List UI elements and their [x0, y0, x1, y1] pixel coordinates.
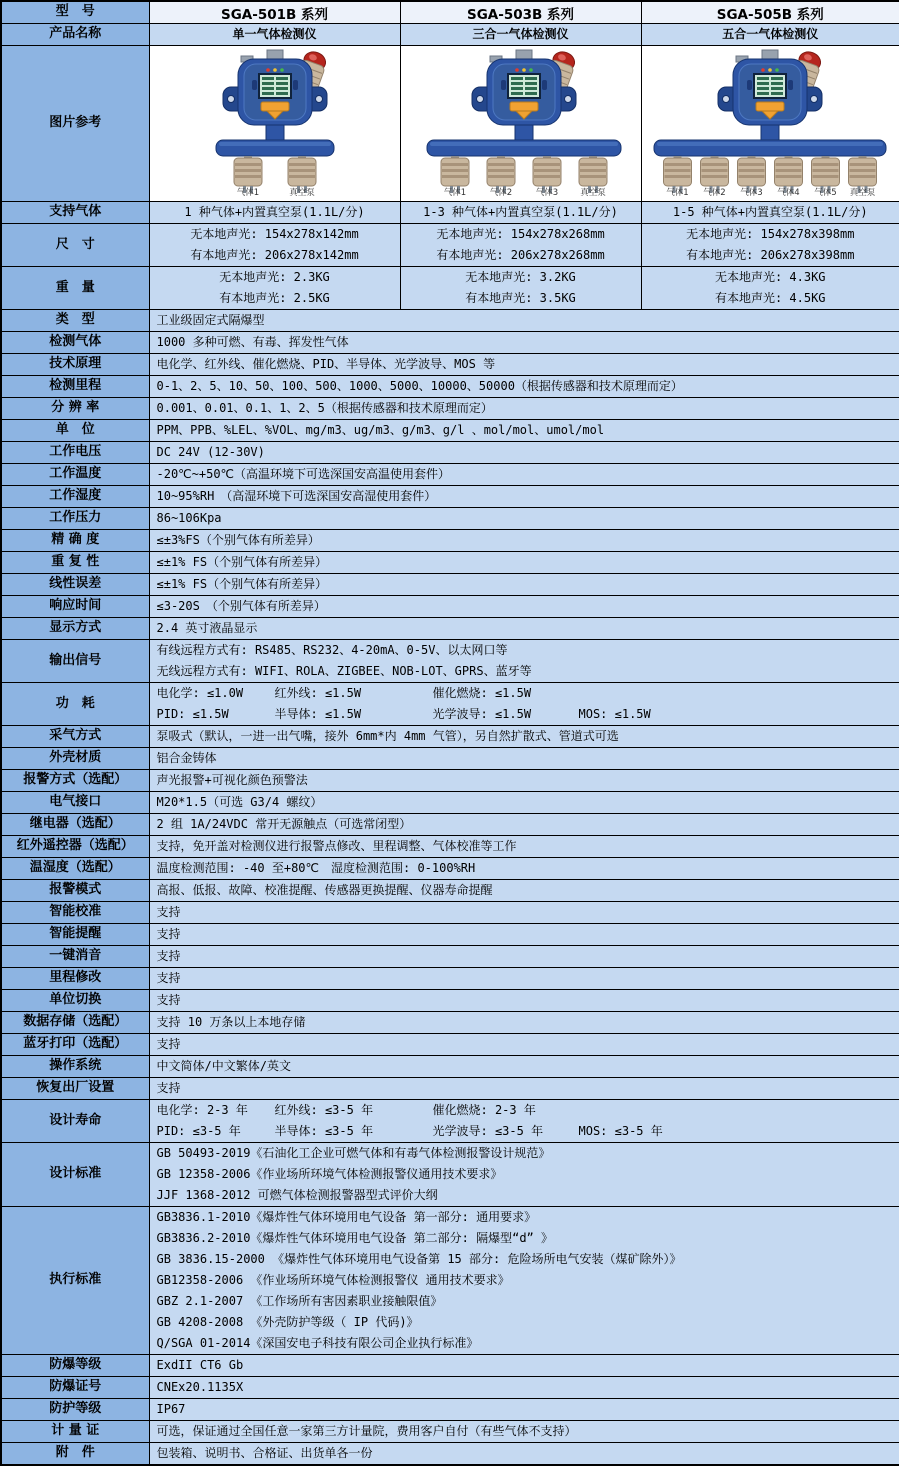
spec-segment: 光学波导: ≤3-5 年	[433, 1121, 579, 1142]
value-cell	[149, 486, 899, 508]
value-cell	[149, 770, 899, 792]
spec-row	[1, 332, 899, 354]
row-label: 继电器（选配）	[1, 814, 149, 836]
spec-row	[1, 442, 899, 464]
spec-row	[1, 640, 899, 683]
product-image-cell	[400, 46, 641, 202]
cell-text: ≤±1% FS（个别气体有所差异）	[150, 574, 899, 595]
cell-text: 支持	[150, 990, 899, 1011]
row-label: 里程修改	[1, 968, 149, 990]
spec-row	[1, 858, 899, 880]
row-label: 单 位	[1, 420, 149, 442]
cell-text: 电化学、红外线、催化燃烧、PID、半导体、光学波导、MOS 等	[150, 354, 899, 375]
row-label: 技术原理	[1, 354, 149, 376]
spec-row	[1, 464, 899, 486]
cell-text: ≤±3%FS（个别气体有所差异）	[150, 530, 899, 551]
cell-text: 五合一气体检测仪	[642, 24, 899, 45]
value-cell	[149, 574, 899, 596]
row-label: 功 耗	[1, 683, 149, 726]
row-label: 采气方式	[1, 726, 149, 748]
cell-text: 无本地声光: 2.3KG	[150, 267, 400, 288]
row-label: 尺 寸	[1, 224, 149, 267]
row-label: 防护等级	[1, 1399, 149, 1421]
value-cell	[149, 1421, 899, 1443]
value-cell	[149, 420, 899, 442]
row-label: 工作电压	[1, 442, 149, 464]
cell-text: 有本地声光: 206x278x268mm	[401, 245, 641, 266]
spec-row	[1, 880, 899, 902]
value-cell	[149, 1207, 899, 1355]
spec-row	[1, 552, 899, 574]
cell-text: 中文简体/中文繁体/英文	[150, 1056, 899, 1077]
sensor-cylinder	[738, 156, 766, 197]
cell-text: 无线远程方式有: WIFI、ROLA、ZIGBEE、NOB-LOT、GPRS、蓝牙等	[150, 661, 899, 682]
model-name-cell: SGA-503B 系列	[400, 1, 641, 24]
cell-text: 支持	[150, 1034, 899, 1055]
sensor-cylinder	[579, 156, 607, 197]
cell-text: 1-5 种气体+内置真空泵(1.1L/分)	[642, 202, 899, 223]
value-cell	[149, 310, 899, 332]
spec-row	[1, 618, 899, 640]
cell-text	[150, 704, 899, 725]
value-cell	[149, 202, 400, 224]
cell-text: 三合一气体检测仪	[401, 24, 641, 45]
row-label: 红外遥控器（选配）	[1, 836, 149, 858]
row-label: 工作压力	[1, 508, 149, 530]
product-image-cell	[641, 46, 899, 202]
value-cell	[641, 267, 899, 310]
row-label: 附 件	[1, 1443, 149, 1466]
spec-segment: 红外线: ≤3-5 年	[275, 1100, 433, 1121]
value-cell	[149, 1012, 899, 1034]
row-label: 显示方式	[1, 618, 149, 640]
gas-detector-illustration	[647, 47, 893, 197]
value-cell	[149, 946, 899, 968]
cell-text: 高报、低报、故障、校准提醒、传感器更换提醒、仪器寿命提醒	[150, 880, 899, 901]
row-label: 智能校准	[1, 902, 149, 924]
cell-text: JJF 1368-2012 可燃气体检测报警器型式评价大纲	[150, 1185, 899, 1206]
cell-text: 1000 多种可燃、有毒、挥发性气体	[150, 332, 899, 353]
cell-text: GB 3836.15-2000 《爆炸性气体环境用电气设备第 15 部分: 危险场所电气安装（煤矿除外）》	[150, 1249, 899, 1270]
row-label: 报警方式（选配）	[1, 770, 149, 792]
row-label: 产品名称	[1, 24, 149, 46]
value-cell	[149, 1377, 899, 1399]
cell-text: 有本地声光: 3.5KG	[401, 288, 641, 309]
row-label: 恢复出厂设置	[1, 1078, 149, 1100]
cell-text: IP67	[150, 1399, 899, 1420]
value-cell	[149, 530, 899, 552]
value-cell	[149, 836, 899, 858]
cell-text: 包装箱、说明书、合格证、出货单各一份	[150, 1443, 899, 1464]
spec-segment: PID: ≤1.5W	[157, 704, 275, 725]
spec-row	[1, 770, 899, 792]
sensor-cylinder	[533, 156, 561, 197]
value-cell	[149, 398, 899, 420]
row-label: 响应时间	[1, 596, 149, 618]
value-cell	[149, 1034, 899, 1056]
sensor-cylinder	[812, 156, 840, 197]
value-cell	[149, 618, 899, 640]
spec-row	[1, 202, 899, 224]
value-cell	[149, 464, 899, 486]
spec-row	[1, 46, 899, 202]
spec-row	[1, 836, 899, 858]
model-name-cell: SGA-505B 系列	[641, 1, 899, 24]
value-cell	[149, 442, 899, 464]
cell-text: 支持	[150, 924, 899, 945]
row-label: 防爆等级	[1, 1355, 149, 1377]
row-label: 输出信号	[1, 640, 149, 683]
cell-text: PPM、PPB、%LEL、%VOL、mg/m3、ug/m3、g/m3、g/l 、mol/mol、umol/mol	[150, 420, 899, 441]
row-label: 设计寿命	[1, 1100, 149, 1143]
value-cell	[149, 902, 899, 924]
sensor-label: 气体5	[815, 187, 837, 197]
value-cell	[641, 24, 899, 46]
value-cell	[149, 792, 899, 814]
cell-text	[150, 1121, 899, 1142]
value-cell	[149, 376, 899, 398]
value-cell	[149, 354, 899, 376]
spec-segment: 电化学: 2-3 年	[157, 1100, 275, 1121]
cell-text: 1-3 种气体+内置真空泵(1.1L/分)	[401, 202, 641, 223]
sensor-cylinder	[288, 156, 316, 197]
value-cell	[149, 24, 400, 46]
spec-segment: 催化燃烧: 2-3 年	[433, 1100, 579, 1121]
row-label: 蓝牙打印（选配）	[1, 1034, 149, 1056]
spec-segment: 半导体: ≤3-5 年	[275, 1121, 433, 1142]
spec-row	[1, 1377, 899, 1399]
sensor-cylinder	[701, 156, 729, 197]
sensor-label: 气体1	[443, 187, 465, 197]
value-cell	[149, 1100, 899, 1143]
cell-text: 2.4 英寸液晶显示	[150, 618, 899, 639]
value-cell	[149, 267, 400, 310]
cell-text: ExdII CT6 Gb	[150, 1355, 899, 1376]
row-label: 电气接口	[1, 792, 149, 814]
sensor-cylinder	[849, 156, 877, 197]
value-cell	[149, 968, 899, 990]
cell-text	[150, 1100, 899, 1121]
spec-row	[1, 1012, 899, 1034]
spec-row	[1, 354, 899, 376]
spec-row	[1, 24, 899, 46]
sensor-cylinder	[775, 156, 803, 197]
sensor-label: 气体1	[236, 187, 258, 197]
row-label: 检测气体	[1, 332, 149, 354]
spec-segment: MOS: ≤1.5W	[579, 704, 651, 725]
cell-text: CNEx20.1135X	[150, 1377, 899, 1398]
spec-row	[1, 968, 899, 990]
spec-row	[1, 1100, 899, 1143]
cell-text: 有本地声光: 2.5KG	[150, 288, 400, 309]
spec-segment: 电化学: ≤1.0W	[157, 683, 275, 704]
cell-text: 有本地声光: 206x278x398mm	[642, 245, 899, 266]
spec-row	[1, 310, 899, 332]
row-label: 操作系统	[1, 1056, 149, 1078]
spec-row	[1, 1078, 899, 1100]
spec-row	[1, 748, 899, 770]
row-label: 单位切换	[1, 990, 149, 1012]
spec-row	[1, 1, 899, 24]
value-cell	[400, 24, 641, 46]
spec-row	[1, 1355, 899, 1377]
cell-text: 无本地声光: 4.3KG	[642, 267, 899, 288]
sensor-label: 气体3	[535, 187, 557, 197]
cell-text: 铝合金铸体	[150, 748, 899, 769]
cell-text: GBZ 2.1-2007 《工作场所有害因素职业接触限值》	[150, 1291, 899, 1312]
cell-text: 0.001、0.01、0.1、1、2、5（根据传感器和技术原理而定）	[150, 398, 899, 419]
value-cell	[149, 640, 899, 683]
sensor-label: 真空泵	[289, 187, 315, 197]
row-label: 计 量 证	[1, 1421, 149, 1443]
cell-text: 86~106Kpa	[150, 508, 899, 529]
spec-row	[1, 508, 899, 530]
sensor-label: 气体3	[741, 187, 763, 197]
value-cell	[149, 990, 899, 1012]
keypad	[756, 102, 784, 111]
cell-text: 支持	[150, 968, 899, 989]
cell-text: GB3836.1-2010《爆炸性气体环境用电气设备 第一部分: 通用要求》	[150, 1207, 899, 1228]
cell-text: ≤3-20S （个别气体有所差异）	[150, 596, 899, 617]
value-cell	[149, 726, 899, 748]
spec-segment: 半导体: ≤1.5W	[275, 704, 433, 725]
spec-row	[1, 376, 899, 398]
cell-text: 1 种气体+内置真空泵(1.1L/分)	[150, 202, 400, 223]
value-cell	[149, 858, 899, 880]
value-cell	[149, 880, 899, 902]
sensor-label: 气体2	[489, 187, 511, 197]
cell-text: 工业级固定式隔爆型	[150, 310, 899, 331]
row-label: 智能提醒	[1, 924, 149, 946]
row-label: 温湿度（选配）	[1, 858, 149, 880]
value-cell	[149, 748, 899, 770]
cell-text: DC 24V (12-30V)	[150, 442, 899, 463]
sensor-label: 气体2	[704, 187, 726, 197]
keypad	[510, 102, 538, 111]
cell-text: 10~95%RH （高湿环境下可选深国安高湿使用套件）	[150, 486, 899, 507]
row-label: 重 量	[1, 267, 149, 310]
spec-row	[1, 683, 899, 726]
spec-row	[1, 990, 899, 1012]
value-cell	[149, 1056, 899, 1078]
cell-text: 声光报警+可视化颜色预警法	[150, 770, 899, 791]
sensor-cylinder	[234, 156, 262, 197]
value-cell	[149, 683, 899, 726]
gas-detector-illustration	[401, 47, 642, 197]
spec-row	[1, 902, 899, 924]
cell-text: 2 组 1A/24VDC 常开无源触点（可选常闭型）	[150, 814, 899, 835]
value-cell	[149, 814, 899, 836]
spec-segment: 红外线: ≤1.5W	[275, 683, 433, 704]
value-cell	[149, 596, 899, 618]
cell-text: 有本地声光: 4.5KG	[642, 288, 899, 309]
spec-row	[1, 1056, 899, 1078]
cell-text: 温度检测范围: -40 至+80℃ 湿度检测范围: 0-100%RH	[150, 858, 899, 879]
value-cell	[149, 224, 400, 267]
value-cell	[149, 1355, 899, 1377]
row-label: 重 复 性	[1, 552, 149, 574]
sensor-cylinder	[441, 156, 469, 197]
row-label: 工作湿度	[1, 486, 149, 508]
cell-text: M20*1.5（可选 G3/4 螺纹）	[150, 792, 899, 813]
value-cell	[149, 924, 899, 946]
cell-text: 可选，保证通过全国任意一家第三方计量院，费用客户自付（有些气体不支持）	[150, 1421, 899, 1442]
spec-row	[1, 726, 899, 748]
spec-row	[1, 924, 899, 946]
spec-segment: PID: ≤3-5 年	[157, 1121, 275, 1142]
row-label: 外壳材质	[1, 748, 149, 770]
cell-text: 有线远程方式有: RS485、RS232、4-20mA、0-5V、以太网口等	[150, 640, 899, 661]
cell-text: Q/SGA 01-2014《深国安电子科技有限公司企业执行标准》	[150, 1333, 899, 1354]
cell-text: GB3836.2-2010《爆炸性气体环境用电气设备 第二部分: 隔爆型“d” 》	[150, 1228, 899, 1249]
row-label: 工作温度	[1, 464, 149, 486]
cell-text	[150, 683, 899, 704]
value-cell	[400, 202, 641, 224]
spec-row	[1, 224, 899, 267]
spec-row	[1, 596, 899, 618]
sensor-label: 真空泵	[850, 187, 876, 197]
spec-row	[1, 1034, 899, 1056]
cell-text: 支持，免开盖对检测仪进行报警点修改、里程调整、气体校准等工作	[150, 836, 899, 857]
row-label: 线性误差	[1, 574, 149, 596]
cell-text: 支持	[150, 1078, 899, 1099]
spec-row	[1, 486, 899, 508]
cell-text: 有本地声光: 206x278x142mm	[150, 245, 400, 266]
cell-text: 0-1、2、5、10、50、100、500、1000、5000、10000、50000（根据传感器和技术原理而定）	[150, 376, 899, 397]
value-cell	[149, 1143, 899, 1207]
row-label: 分 辨 率	[1, 398, 149, 420]
cell-text: -20℃~+50℃（高温环境下可选深国安高温使用套件）	[150, 464, 899, 485]
spec-row	[1, 792, 899, 814]
row-label: 一键消音	[1, 946, 149, 968]
row-label: 数据存储（选配）	[1, 1012, 149, 1034]
cell-text: 无本地声光: 3.2KG	[401, 267, 641, 288]
row-label: 图片参考	[1, 46, 149, 202]
row-label: 检测里程	[1, 376, 149, 398]
value-cell	[400, 267, 641, 310]
value-cell	[149, 1078, 899, 1100]
spec-row	[1, 1421, 899, 1443]
cell-text: 无本地声光: 154x278x268mm	[401, 224, 641, 245]
cell-text: GB 4208-2008 《外壳防护等级（ IP 代码)》	[150, 1312, 899, 1333]
row-label: 报警模式	[1, 880, 149, 902]
cell-text: 无本地声光: 154x278x398mm	[642, 224, 899, 245]
row-label: 类 型	[1, 310, 149, 332]
value-cell	[149, 1399, 899, 1421]
row-label: 型 号	[1, 1, 149, 24]
cell-text: ≤±1% FS（个别气体有所差异）	[150, 552, 899, 573]
row-label: 设计标准	[1, 1143, 149, 1207]
product-image-cell	[149, 46, 400, 202]
row-label: 执行标准	[1, 1207, 149, 1355]
sensor-cylinder	[487, 156, 515, 197]
value-cell	[641, 202, 899, 224]
keypad	[261, 102, 289, 111]
cell-text: 支持	[150, 946, 899, 967]
spec-row	[1, 267, 899, 310]
spec-row	[1, 1143, 899, 1207]
cell-text: GB 50493-2019《石油化工企业可燃气体和有毒气体检测报警设计规范》	[150, 1143, 899, 1164]
spec-row	[1, 946, 899, 968]
value-cell	[149, 332, 899, 354]
row-label: 精 确 度	[1, 530, 149, 552]
cell-text: 支持	[150, 902, 899, 923]
spec-row	[1, 1399, 899, 1421]
spec-row	[1, 530, 899, 552]
spec-segment: 催化燃烧: ≤1.5W	[433, 683, 579, 704]
sensor-cylinder	[664, 156, 692, 197]
sensor-label: 真空泵	[580, 187, 606, 197]
value-cell	[149, 508, 899, 530]
spec-table-body	[1, 1, 899, 1465]
spec-row	[1, 398, 899, 420]
spec-row	[1, 1207, 899, 1355]
spec-segment: 光学波导: ≤1.5W	[433, 704, 579, 725]
value-cell	[641, 224, 899, 267]
cell-text: 无本地声光: 154x278x142mm	[150, 224, 400, 245]
spec-segment: MOS: ≤3-5 年	[579, 1121, 663, 1142]
cell-text: 泵吸式（默认，一进一出气嘴，接外 6mm*内 4mm 气管），另自然扩散式、管道式可选	[150, 726, 899, 747]
gas-detector-illustration	[152, 47, 398, 197]
row-label: 支持气体	[1, 202, 149, 224]
spec-row	[1, 574, 899, 596]
row-label: 防爆证号	[1, 1377, 149, 1399]
cell-text: 单一气体检测仪	[150, 24, 400, 45]
spec-row	[1, 420, 899, 442]
cell-text: GB12358-2006 《作业场所环境气体检测报警仪 通用技术要求》	[150, 1270, 899, 1291]
spec-row	[1, 814, 899, 836]
sensor-label: 气体1	[667, 187, 689, 197]
cell-text: 支持 10 万条以上本地存储	[150, 1012, 899, 1033]
cell-text: GB 12358-2006《作业场所环境气体检测报警仪通用技术要求》	[150, 1164, 899, 1185]
value-cell	[149, 552, 899, 574]
sensor-label: 气体4	[778, 187, 800, 197]
value-cell	[400, 224, 641, 267]
model-name-cell: SGA-501B 系列	[149, 1, 400, 24]
